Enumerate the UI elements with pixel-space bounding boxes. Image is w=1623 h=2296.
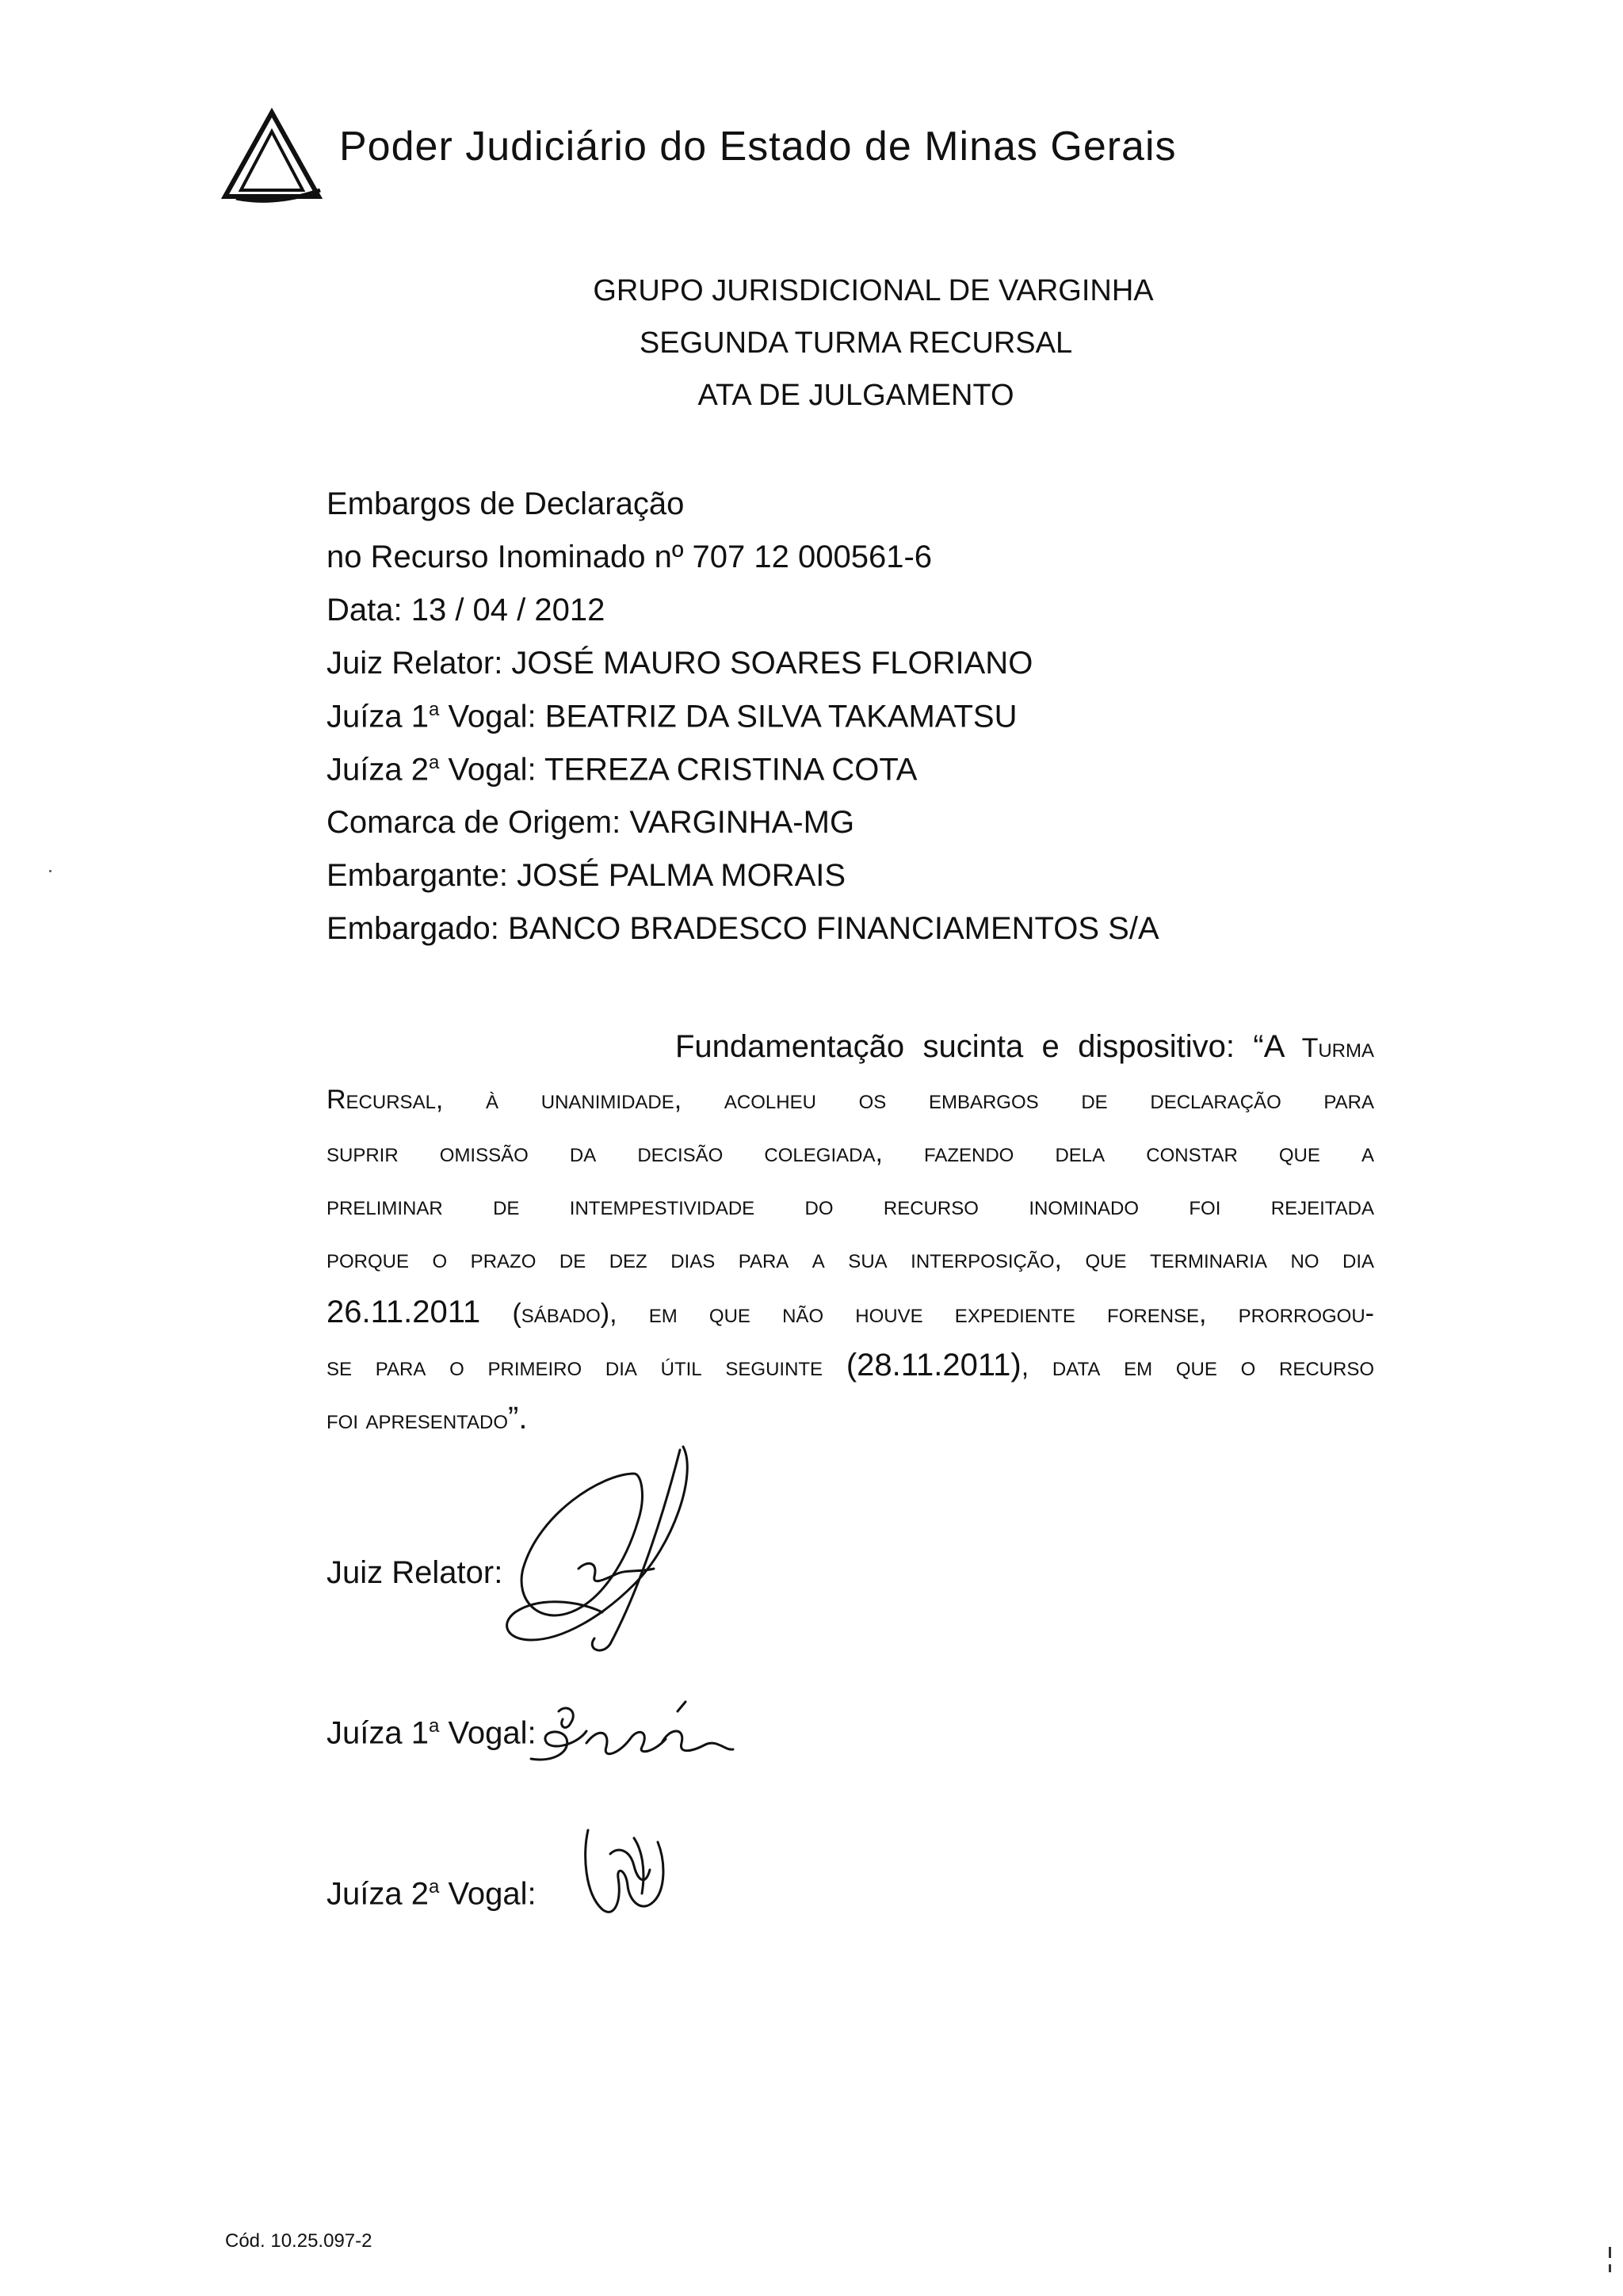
scan-speck [49, 870, 52, 872]
form-code: Cód. 10.25.097-2 [225, 2230, 372, 2252]
relator-signature-icon [483, 1442, 705, 1656]
paragraph-line: 26.11.2011 (sábado), em que não houve expediente forense, prorrogou- [327, 1295, 1374, 1329]
info-relator: Juiz Relator: JOSÉ MAURO SOARES FLORIANO [327, 646, 1033, 681]
info-data: Data: 13 / 04 / 2012 [327, 593, 605, 627]
info-embargos: Embargos de Declaração [327, 486, 685, 521]
info-embargante: Embargante: JOSÉ PALMA MORAIS [327, 858, 846, 893]
info-recurso: no Recurso Inominado nº 707 12 000561-6 [327, 540, 933, 574]
heading-ata: ATA DE JULGAMENTO [697, 379, 1014, 412]
vogal1-signature-label: Juíza 1$^a$ Vogal: [327, 1715, 537, 1751]
judiciary-triangle-logo-icon [220, 108, 323, 203]
paragraph-line: foi apresentado”. [327, 1401, 528, 1436]
relator-signature-label: Juiz Relator: [327, 1555, 503, 1590]
info-embargado: Embargado: BANCO BRADESCO FINANCIAMENTOS S/A [327, 911, 1159, 946]
vogal2-signature-icon [579, 1822, 674, 1925]
paragraph-line: porque o prazo de dez dias para a sua interposição, que terminaria no dia [327, 1244, 1374, 1274]
paragraph-line: preliminar de intempestividade do recurso inominado foi rejeitada [327, 1191, 1374, 1221]
decision-paragraph [327, 1020, 1374, 1445]
scan-edge-mark [1609, 2247, 1611, 2279]
paragraph-line: se para o primeiro dia útil seguinte (28.11.2011), data em que o recurso [327, 1348, 1374, 1383]
paragraph-line: suprir omissão da decisão colegiada, fazendo dela constar que a [327, 1138, 1374, 1168]
vogal2-signature-label: Juíza 2$^a$ Vogal: [327, 1876, 537, 1912]
heading-group: GRUPO JURISDICIONAL DE VARGINHA [593, 274, 1154, 307]
info-vogal1: Juíza 1$^a$ Vogal: BEATRIZ DA SILVA TAKAMATSU [327, 699, 1018, 734]
heading-turma: SEGUNDA TURMA RECURSAL [639, 326, 1073, 360]
info-comarca: Comarca de Origem: VARGINHA-MG [327, 805, 855, 840]
org-title: Poder Judiciário do Estado de Minas Gerais [339, 124, 1177, 170]
paragraph-line: Recursal, à unanimidade, acolheu os embargos de declaração para [327, 1085, 1374, 1115]
paragraph-line: Fundamentação sucinta e dispositivo: “A Turma [675, 1029, 1374, 1064]
info-vogal2: Juíza 2$^a$ Vogal: TEREZA CRISTINA COTA [327, 752, 918, 788]
vogal1-signature-icon [523, 1695, 737, 1775]
